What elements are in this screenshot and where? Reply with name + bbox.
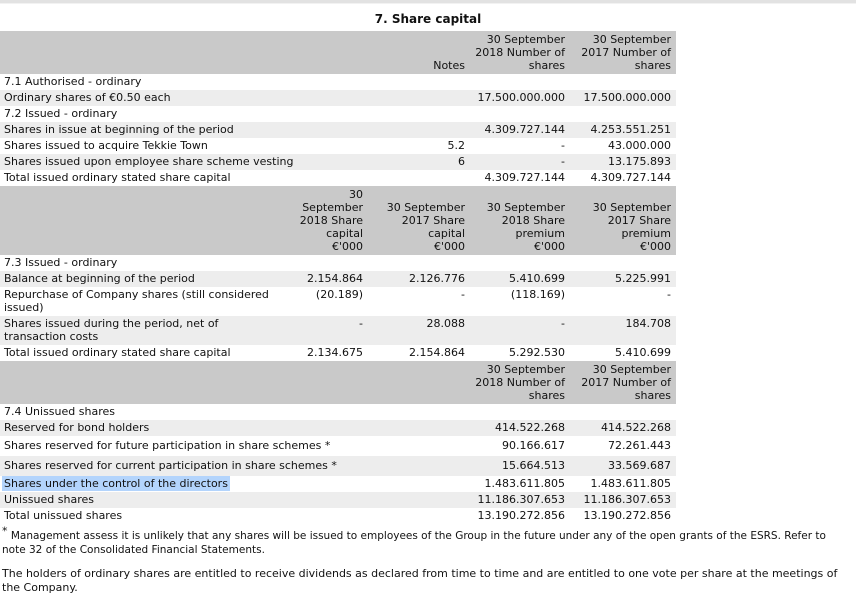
window-top-strip (0, 0, 856, 4)
table-row (0, 90, 676, 106)
header-line: 30 September (302, 188, 363, 214)
cell-value: 2.154.864 (409, 346, 465, 359)
cell-value (570, 74, 676, 90)
cell-value: 11.186.307.653 (583, 493, 671, 506)
row-label (0, 287, 286, 316)
row-label (0, 436, 470, 456)
col-2018-share-capital (286, 186, 368, 255)
table-row (0, 345, 676, 361)
cell-value: - (561, 139, 565, 152)
header-line: shares (634, 59, 671, 72)
row-label-text: Balance at beginning of the period (4, 272, 195, 285)
cell-value: 5.292.530 (509, 346, 565, 359)
cell-value: - (359, 317, 363, 330)
cell-value (570, 404, 676, 420)
col-2017-share-premium (570, 186, 676, 255)
header-line: 2018 Number of (475, 376, 565, 389)
row-label (0, 255, 286, 271)
row-label-text: Repurchase of Company shares (still considered issued) (4, 288, 269, 314)
cell-value: 5.2 (447, 139, 465, 152)
cell-value: 13.190.272.856 (583, 509, 671, 522)
cell-value: - (461, 288, 465, 301)
closing-note: The holders of ordinary shares are entitled to receive dividends as declared from time to time and are entitled to one vote per share at the meetings of the Company. (2, 567, 838, 594)
cell-value: 4.309.727.144 (484, 123, 565, 136)
row-label-text: 7.4 Unissued shares (4, 405, 115, 418)
row-label-text: 7.1 Authorised - ordinary (4, 75, 142, 88)
cell-value: 1.483.611.805 (590, 477, 671, 490)
table-row (0, 476, 676, 492)
table-row (0, 316, 676, 345)
header-row (0, 31, 676, 74)
col-2017-number-of-shares (570, 361, 676, 404)
row-label (0, 138, 390, 154)
table-row (0, 255, 676, 271)
header-line: 2017 Number of (581, 376, 671, 389)
row-label-text: Shares issued to acquire Tekkie Town (4, 139, 208, 152)
row-label-text: Total unissued shares (4, 509, 123, 522)
header-line: 30 September (486, 201, 565, 214)
cell-value: 414.522.268 (601, 421, 671, 434)
cell-value (470, 404, 570, 420)
row-label-text: Ordinary shares of €0.50 each (4, 91, 171, 104)
cell-value: - (667, 288, 671, 301)
cell-value: 43.000.000 (608, 139, 671, 152)
row-label (0, 456, 470, 476)
table-row (0, 287, 676, 316)
col-row-label (0, 186, 286, 255)
cell-value: 72.261.443 (608, 439, 671, 452)
table-row (0, 456, 676, 476)
table-row (0, 404, 676, 420)
header-line: shares (634, 389, 671, 402)
row-label (0, 154, 390, 170)
row-label (0, 345, 286, 361)
header-line: €'000 (331, 240, 363, 253)
row-label-text: 7.3 Issued - ordinary (4, 256, 118, 269)
row-label-text: Total issued ordinary stated share capital (4, 171, 231, 184)
cell-value (390, 122, 470, 138)
header-line: 2017 Number of (581, 46, 671, 59)
header-line: 30 September (486, 33, 565, 46)
footnote (2, 524, 852, 557)
header-line: €'000 (533, 240, 565, 253)
row-label (0, 316, 286, 345)
row-label (0, 122, 390, 138)
cell-value: 4.309.727.144 (484, 171, 565, 184)
table-unissued-shares (0, 361, 676, 524)
row-label-text: Shares reserved for future participation in share schemes * (4, 439, 331, 452)
col-2017-share-capital (368, 186, 470, 255)
table-row (0, 420, 676, 436)
header-line: Notes (433, 59, 465, 72)
row-label-text: Unissued shares (4, 493, 94, 506)
row-label (0, 271, 286, 287)
table-row (0, 170, 676, 186)
row-label-text: 7.2 Issued - ordinary (4, 107, 118, 120)
header-line: 30 September (386, 201, 465, 214)
cell-value: (20.189) (315, 288, 363, 301)
section-title: 7. Share capital (374, 12, 482, 26)
row-label (0, 106, 390, 122)
table-row (0, 122, 676, 138)
header-line: 2018 Share (299, 214, 363, 227)
header-line: capital (428, 227, 465, 240)
header-row (0, 361, 676, 404)
table-row (0, 271, 676, 287)
row-label (0, 508, 470, 524)
table-row (0, 74, 676, 90)
cell-value: 184.708 (625, 317, 671, 330)
col-row-label (0, 361, 470, 404)
col-notes (390, 31, 470, 74)
row-label-text: Shares issued during the period, net of transaction costs (4, 317, 219, 343)
header-line: shares (528, 59, 565, 72)
table-header (0, 361, 676, 404)
header-line: 30 September (592, 363, 671, 376)
row-label-text: Shares reserved for current participation in share schemes * (4, 459, 337, 472)
cell-value: 5.410.699 (509, 272, 565, 285)
cell-value: 6 (458, 155, 465, 168)
cell-value (570, 106, 676, 122)
table-row (0, 436, 676, 456)
cell-value (390, 106, 470, 122)
table-row (0, 154, 676, 170)
footnote-asterisk: * (2, 524, 8, 538)
col-2018-number-of-shares (470, 361, 570, 404)
cell-value: 13.190.272.856 (477, 509, 565, 522)
row-label (0, 170, 390, 186)
cell-value: 90.166.617 (502, 439, 565, 452)
cell-value (286, 255, 368, 271)
row-label-text: Shares in issue at beginning of the period (4, 123, 234, 136)
header-line: 2018 Number of (475, 46, 565, 59)
col-2018-number-of-shares (470, 31, 570, 74)
header-line: 30 September (486, 363, 565, 376)
footnote-text: Management assess it is unlikely that any shares will be issued to employees of the Group in the future under any of the open grants of the ESRS. Refer to note 32 of the Consolidated Financial Statements. (2, 530, 826, 556)
cell-value: 17.500.000.000 (477, 91, 565, 104)
cell-value: 414.522.268 (495, 421, 565, 434)
cell-value (470, 106, 570, 122)
cell-value (390, 170, 470, 186)
cell-value: 2.154.864 (307, 272, 363, 285)
header-line: 2017 Share (607, 214, 671, 227)
row-label-text: Reserved for bond holders (4, 421, 150, 434)
table-row (0, 508, 676, 524)
cell-value: 4.253.551.251 (590, 123, 671, 136)
cell-value (368, 255, 470, 271)
cell-value (390, 74, 470, 90)
cell-value: 2.134.675 (307, 346, 363, 359)
table-number-of-shares (0, 31, 676, 186)
cell-value: 13.175.893 (608, 155, 671, 168)
cell-value: 2.126.776 (409, 272, 465, 285)
row-label (0, 90, 390, 106)
header-row (0, 186, 676, 255)
cell-value: 5.225.991 (615, 272, 671, 285)
cell-value (570, 255, 676, 271)
header-line: capital (326, 227, 363, 240)
cell-value: 28.088 (426, 317, 465, 330)
header-line: €'000 (639, 240, 671, 253)
cell-value: 4.309.727.144 (590, 171, 671, 184)
header-line: premium (621, 227, 671, 240)
selected-text: Shares under the control of the directors (4, 477, 228, 490)
row-label (0, 476, 470, 492)
table-row (0, 106, 676, 122)
cell-value: 15.664.513 (502, 459, 565, 472)
table-row (0, 492, 676, 508)
header-line: 30 September (592, 33, 671, 46)
cell-value: (118.169) (510, 288, 565, 301)
cell-value (470, 255, 570, 271)
cell-value: 11.186.307.653 (477, 493, 565, 506)
cell-value: - (561, 155, 565, 168)
cell-value: 5.410.699 (615, 346, 671, 359)
col-row-label (0, 31, 390, 74)
row-label (0, 74, 390, 90)
row-label-text: Total issued ordinary stated share capital (4, 346, 231, 359)
cell-value (470, 74, 570, 90)
header-line: 30 September (592, 201, 671, 214)
cell-value: - (561, 317, 565, 330)
table-row (0, 138, 676, 154)
cell-value: 17.500.000.000 (583, 91, 671, 104)
cell-value: 33.569.687 (608, 459, 671, 472)
table-header (0, 31, 676, 74)
row-label (0, 404, 470, 420)
row-label (0, 492, 470, 508)
table-header (0, 186, 676, 255)
row-label (0, 420, 470, 436)
header-line: shares (528, 389, 565, 402)
header-line: €'000 (433, 240, 465, 253)
cell-value: 1.483.611.805 (484, 477, 565, 490)
header-line: 2018 Share (501, 214, 565, 227)
header-line: 2017 Share (401, 214, 465, 227)
header-line: premium (515, 227, 565, 240)
table-share-capital-premium (0, 186, 676, 361)
col-2017-number-of-shares (570, 31, 676, 74)
row-label-text: Shares issued upon employee share scheme vesting (4, 155, 294, 168)
col-2018-share-premium (470, 186, 570, 255)
cell-value (390, 90, 470, 106)
